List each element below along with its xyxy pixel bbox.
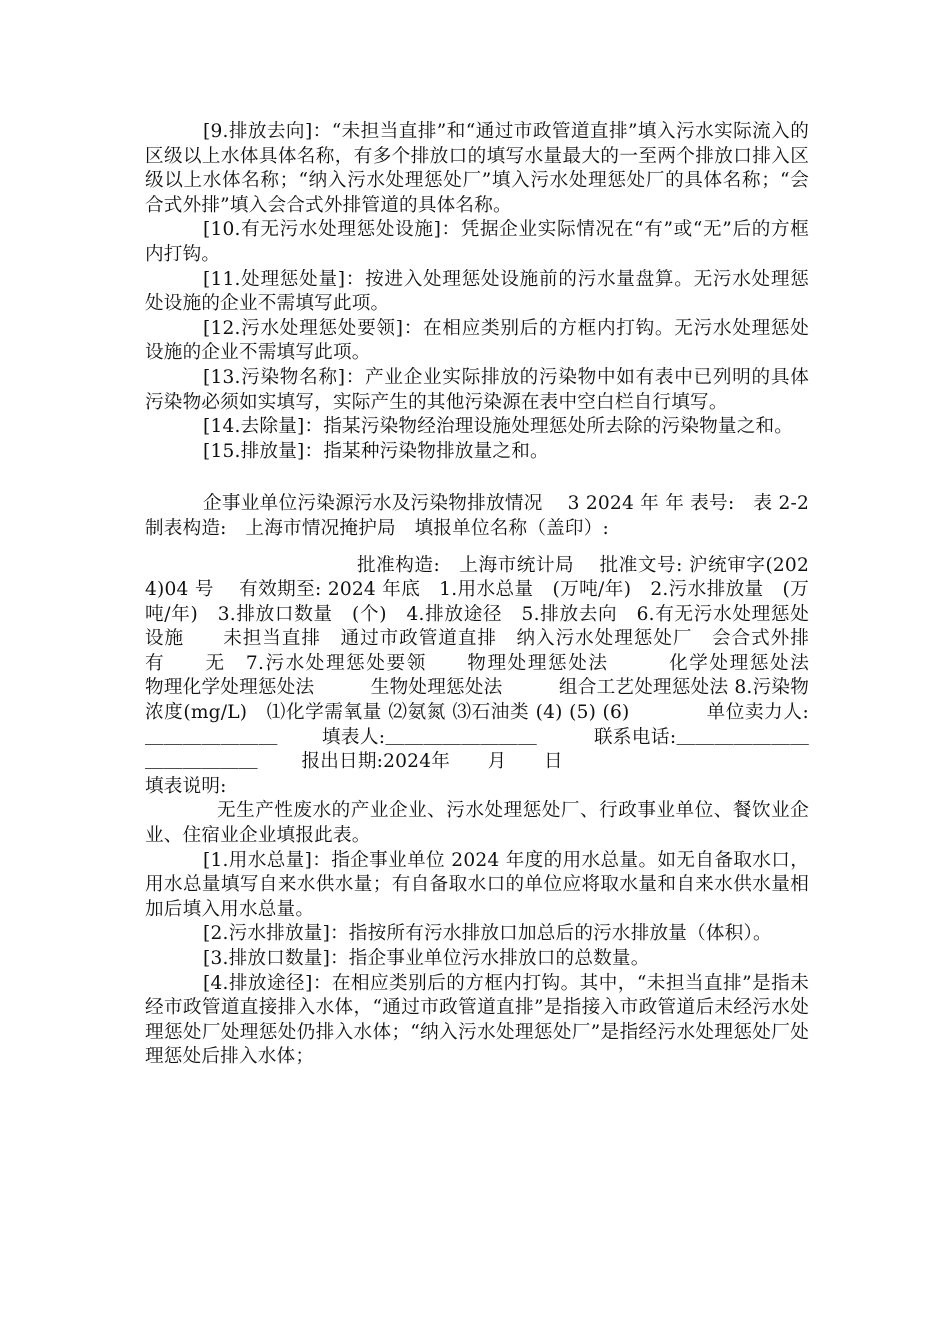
form-header: 企事业单位污染源污水及污染物排放情况 3 2024 年 年 表号: 表 2-2 制表构造: 上海市情况掩护局 填报单位名称（盖印）:	[145, 493, 834, 539]
paragraph-discharge-destination: [9.排放去向]：“未担当直排”和“通过市政管道直排”填入污水实际流入的区级以上水体具体名称，有多个排放口的填写水量最大的一至两个排放口排入区级以上水体名称；“纳入污水处理惩处厂”填入污水处理惩处厂的具体名称；“会合式外排”填入会合式外排管道的具体名称。	[145, 121, 809, 216]
paragraph-treatment-method: [12.污水处理惩处要领]：在相应类别后的方框内打钩。无污水处理惩处设施的企业不需填写此项。	[145, 317, 809, 364]
form-header-gap	[145, 542, 809, 554]
instructions-label: 填表说明:	[145, 775, 227, 797]
form-body: 批准构造: 上海市统计局 批准文号: 沪统审字(2024)04 号 有效期至: 2024 年底 1.用水总量 (万吨/年) 2.污水排放量 (万吨/年) 3.排放口数量 (个) 4.排放途径 5.排放去向 6.有无污水处理惩处设施 未担当直排 通过市政管道直排 纳入污水处理惩处厂 会合式外排 有 无 7.污水处理惩处要领 物理处理惩处法 化学处理惩处法 物理化学处理惩处法 生物处理惩处法 组合工艺处理惩处法 8.污染物浓度(mg/L) ⑴化学需氧量 ⑵氨氮 ⑶石油类 (4) (5) (6) 单位卖力人:＿＿＿＿＿＿＿ 填表人:＿＿＿＿＿＿＿＿ 联系电话:＿＿＿＿＿＿＿＿＿＿＿＿＿ 报出日期:2024年 月 日	[145, 554, 847, 773]
paragraph-outlet-count: [3.排放口数量]：指企事业单位污水排放口的总数量。	[203, 948, 650, 969]
paragraph-treatment-volume: [11.处理惩处量]：按进入处理惩处设施前的污水量盘算。无污水处理惩处设施的企业不需填写此项。	[145, 268, 809, 315]
document-page	[145, 120, 847, 1070]
paragraph-treatment-facility: [10.有无污水处理惩处设施]：凭据企业实际情况在“有”或“无”后的方框内打钩。	[145, 219, 809, 265]
paragraph-applicability: 无生产性废水的产业企业、污水处理惩处厂、行政事业单位、餐饮业企业、住宿业企业填报此表。	[145, 800, 809, 847]
paragraph-removal-amount: [14.去除量]：指某污染物经治理设施处理惩处所去除的污染物量之和。	[203, 416, 794, 438]
paragraph-discharge-amount: [15.排放量]：指某种污染物排放量之和。	[203, 440, 549, 462]
paragraph-total-water-use: [1.用水总量]：指企事业单位 2024 年度的用水总量。如无自备取水口，用水总量填写自来水供水量；有自备取水口的单位应将取水量和自来水供水量相加后填入用水总量。	[145, 849, 809, 920]
paragraph-pollutant-name: [13.污染物名称]：产业企业实际排放的污染物中如有表中已列明的具体污染物必须如实填写，实际产生的其他污染源在表中空白栏自行填写。	[145, 366, 809, 413]
paragraph-discharge-route: [4.排放途径]：在相应类别后的方框内打钩。其中，“未担当直排”是指未经市政管道直接排入水体，“通过市政管道直排”是指接入市政管道后未经污水处理惩处厂处理惩处仍排入水体；“纳入污水处理惩处厂”是指经污水处理惩处厂处理惩处后排入水体；	[145, 972, 809, 1068]
paragraph-wastewater-discharge: [2.污水排放量]：指按所有污水排放口加总后的污水排放量（体积）。	[203, 923, 772, 945]
section-gap	[145, 464, 809, 492]
